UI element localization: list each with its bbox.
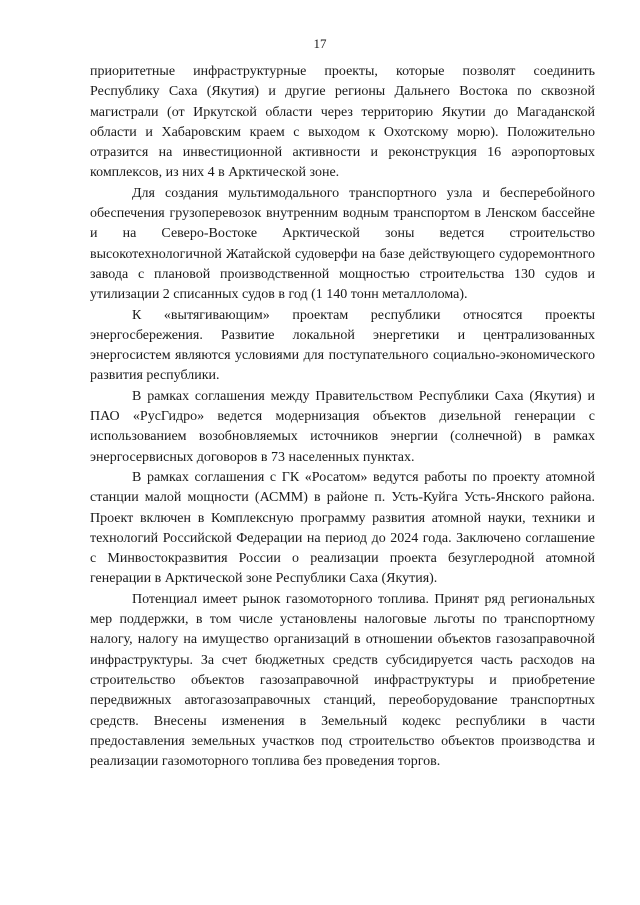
page-number: 17 xyxy=(313,36,327,51)
document-body xyxy=(90,62,595,772)
paragraph-rushydro: В рамках соглашения между Правительством Республики Саха (Якутия) и ПАО «РусГидро» ведется модернизация объектов дизельной генерации с использованием возобновляемых источников энергии (солнечной) в рамках энергосервисных договоров в 73 населенных пунктах. xyxy=(90,388,595,465)
paragraph-shipyard: Для создания мультимодального транспортного узла и бесперебойного обеспечения грузоперевозок внутренним водным транспортом в Ленском бассейне и на Северо-Востоке Арктической зоны ведется строительство высокотехнологичной Жатайской судоверфи на базе действующего судоремонтного завода с плановой производственной мощностью строительства 130 судов и утилизации 2 списанных судов в год (1 140 тонн металлолома). xyxy=(90,185,595,303)
paragraph-energy-saving: К «вытягивающим» проектам республики относятся проекты энергосбережения. Развитие локальной энергетики и централизованных энергосистем являются условиями для поступательного социально-экономического развития республики. xyxy=(90,307,595,384)
paragraph-gas-motor-fuel: Потенциал имеет рынок газомоторного топлива. Принят ряд региональных мер поддержки, в том числе установлены налоговые льготы по транспортному налогу, налогу на имущество организаций в отношении объектов газозаправочной инфраструктуры. За счет бюджетных средств субсидируется часть расходов на строительство объектов газозаправочной инфраструктуры и приобретение передвижных автогазозаправочных станций, переоборудование транспортных средств. Внесены изменения в Земельный кодекс республики в части предоставления земельных участков под строительство объектов производства и реализации газомоторного топлива без проведения торгов. xyxy=(90,591,595,770)
paragraph-rosatom: В рамках соглашения с ГК «Росатом» ведутся работы по проекту атомной станции малой мощности (АСММ) в районе п. Усть-Куйга Усть-Янского района. Проект включен в Комплексную программу развития атомной науки, техники и технологий Российской Федерации на период до 2024 года. Заключено соглашение с Минвостокразвития России о реализации проекта безуглеродной атомной генерации в Арктической зоне Республики Саха (Якутия). xyxy=(90,469,595,587)
paragraph-infrastructure-projects: приоритетные инфраструктурные проекты, которые позволят соединить Республику Саха (Якутия) и другие регионы Дальнего Востока по сквозной магистрали (от Иркутской области через территорию Якутии до Магаданской области и Хабаровским краем с выходом к Охотскому морю). Положительно отразится на инвестиционной активности и реконструкция 16 аэропортовых комплексов, из них 4 в Арктической зоне. xyxy=(90,64,595,181)
